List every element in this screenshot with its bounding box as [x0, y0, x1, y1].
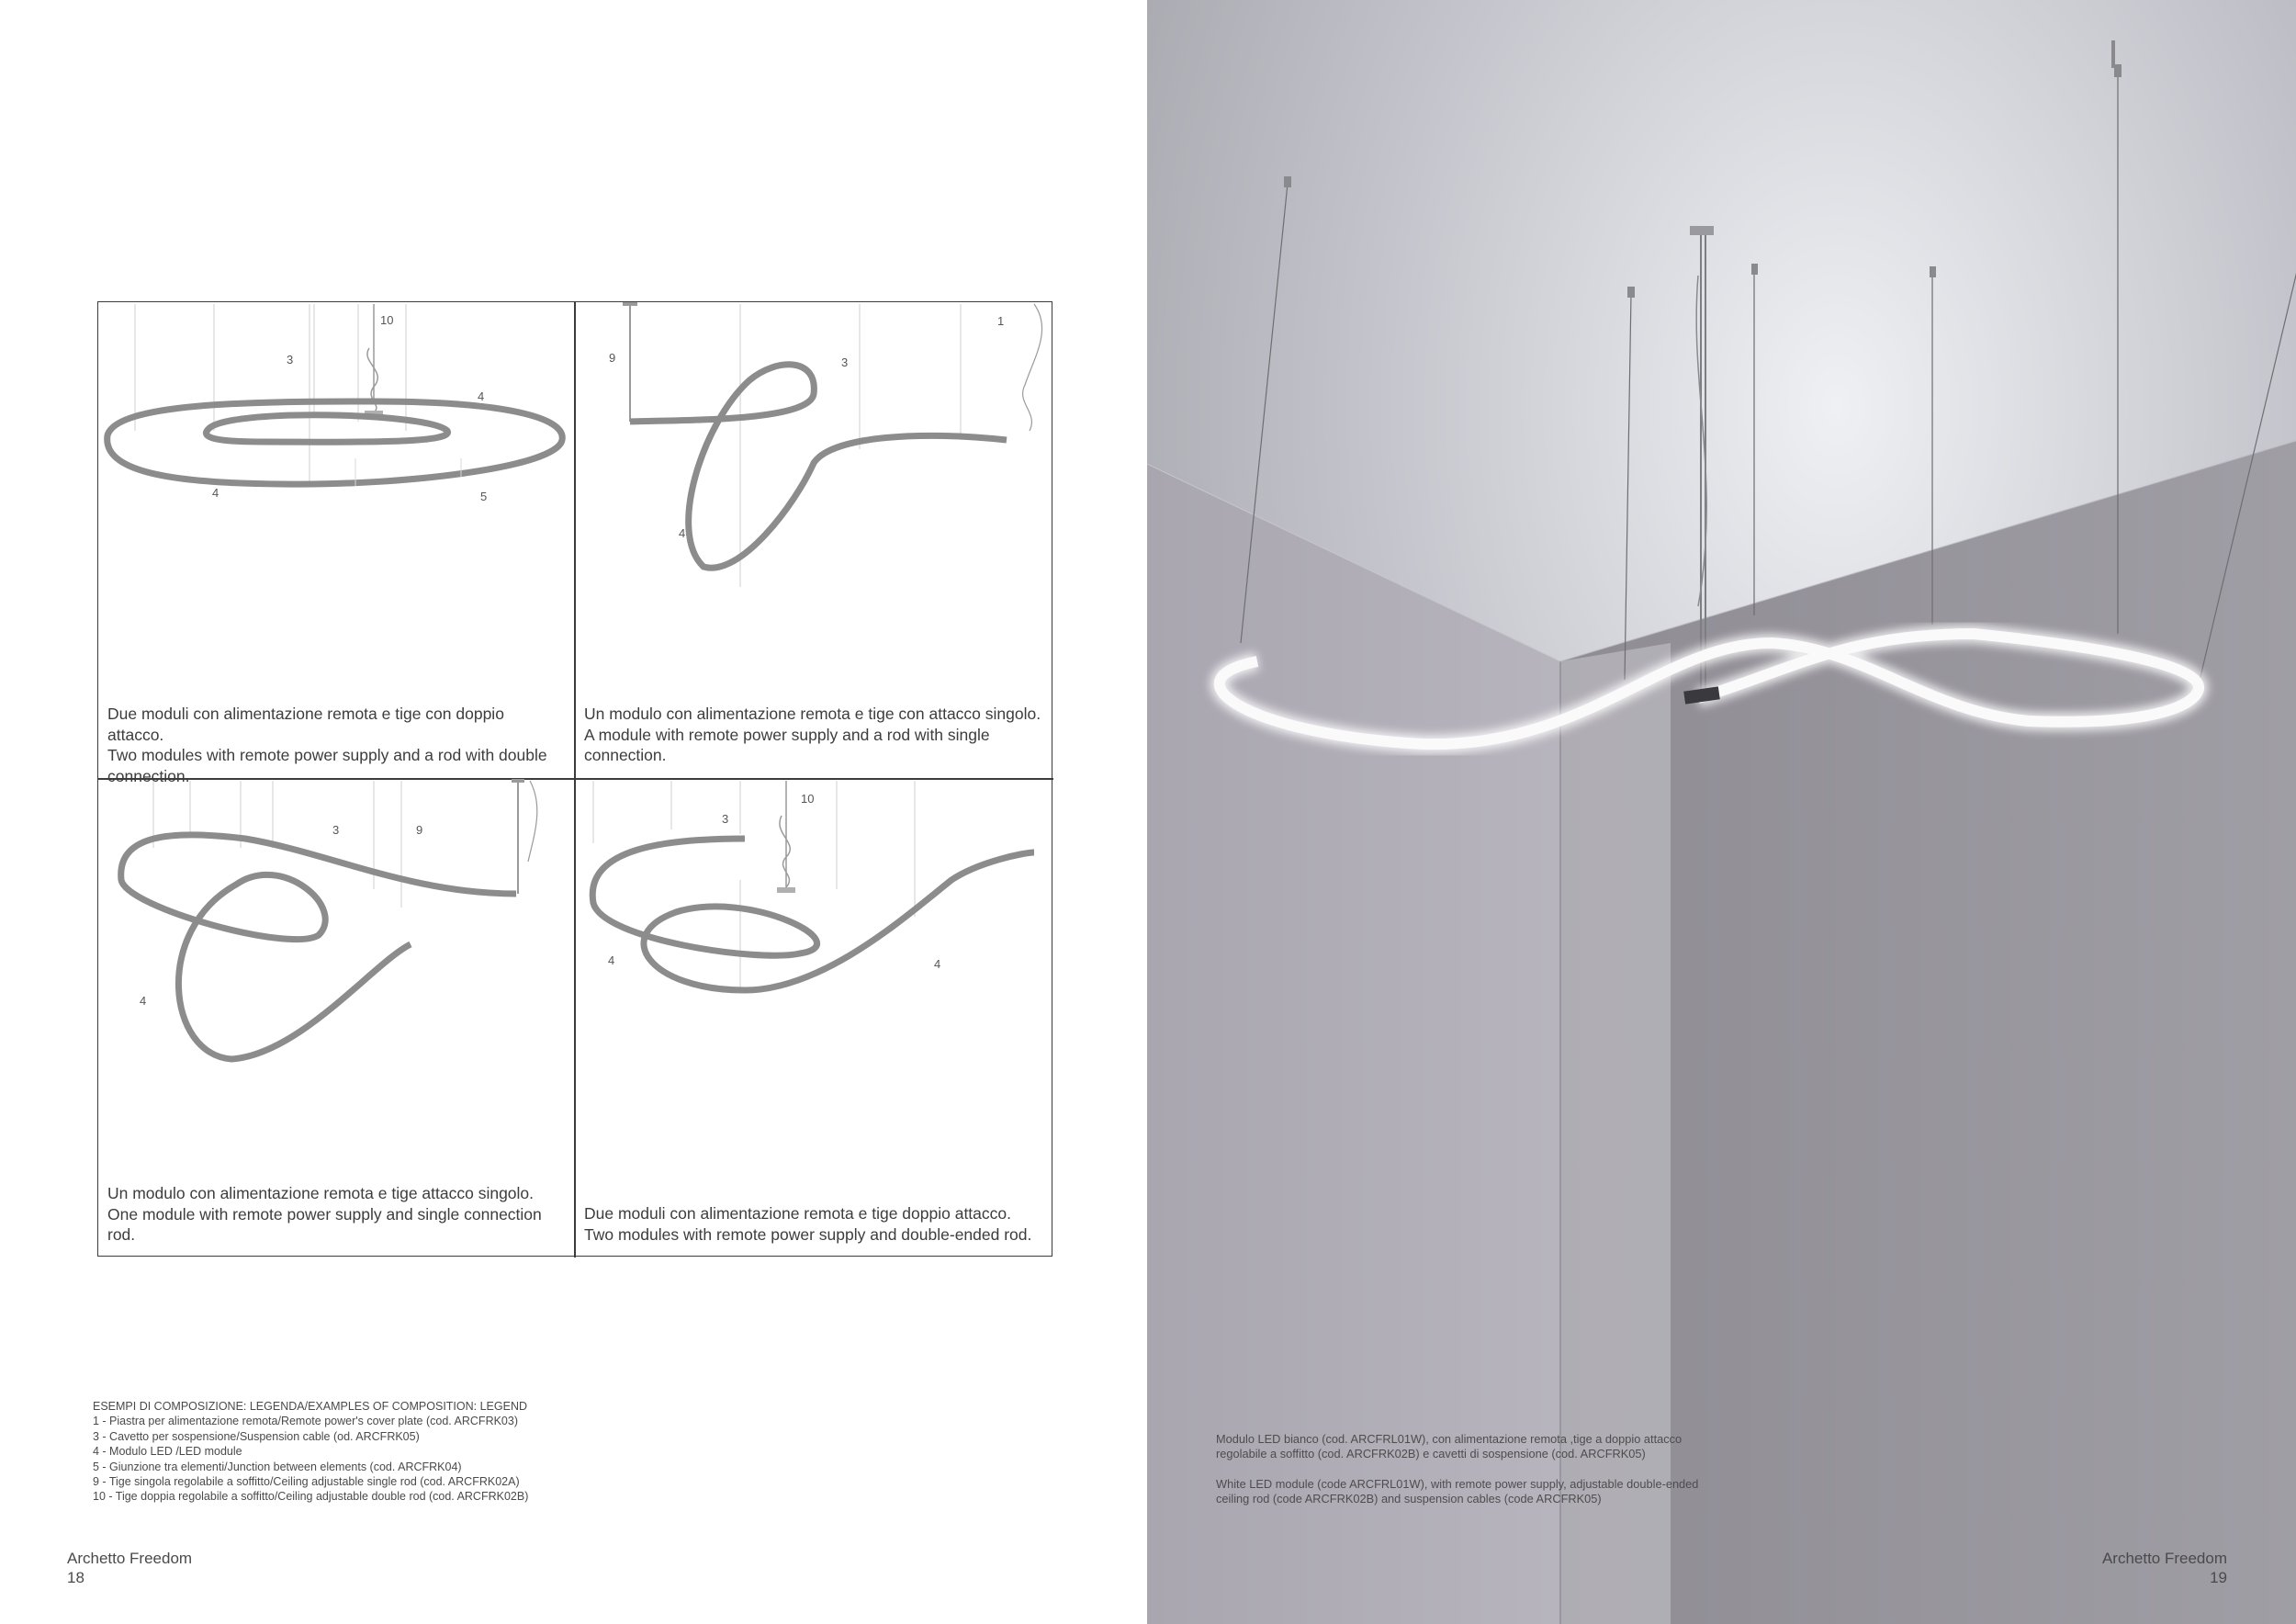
- left-page: [0, 0, 1147, 1624]
- legend-item: 10 - Tige doppia regolabile a soffitto/Ceiling adjustable double rod (cod. ARCFRK02B): [93, 1490, 529, 1504]
- composition-4-caption-en: Two modules with remote power supply and double-ended rod.: [584, 1224, 1032, 1244]
- composition-2-caption-it: Un modulo con alimentazione remota e tige con attacco singolo.: [584, 705, 1041, 723]
- marker-10: 10: [801, 792, 815, 806]
- marker-4: 4: [679, 526, 686, 540]
- composition-4-diagram: [575, 779, 1053, 1257]
- footer-right-title: Archetto Freedom: [2101, 1550, 2227, 1567]
- page-number-left: 18: [67, 1569, 84, 1586]
- page-number-right: 19: [2210, 1569, 2227, 1586]
- marker-3: 3: [722, 812, 729, 826]
- legend-item: 9 - Tige singola regolabile a soffitto/Ceiling adjustable single rod (cod. ARCFRK02A): [93, 1475, 520, 1489]
- legend-item: 5 - Giunzione tra elementi/Junction between elements (cod. ARCFRK04): [93, 1460, 462, 1473]
- legend-item: 3 - Cavetto per sospensione/Suspension cable (od. ARCFRK05): [93, 1429, 420, 1443]
- composition-4-caption-it: Due moduli con alimentazione remota e tige doppio attacco.: [584, 1204, 1011, 1223]
- marker-3: 3: [287, 353, 294, 367]
- legend: [93, 1399, 528, 1505]
- marker-4: 4: [608, 953, 615, 967]
- photo-caption: [1216, 1432, 1730, 1522]
- composition-1-caption-it: Due moduli con alimentazione remota e tige con doppio attacco.: [107, 705, 504, 744]
- legend-item: 1 - Piastra per alimentazione remota/Remote power's cover plate (cod. ARCFRK03): [93, 1415, 519, 1428]
- composition-3-caption-it: Un modulo con alimentazione remota e tige attacco singolo.: [107, 1184, 535, 1202]
- marker-3: 3: [841, 355, 849, 369]
- marker-10: 10: [380, 313, 394, 327]
- marker-4: 4: [140, 994, 147, 1008]
- footer-right: [2102, 1549, 2227, 1587]
- legend-title: ESEMPI DI COMPOSIZIONE: LEGENDA/EXAMPLES OF COMPOSITION: LEGEND: [93, 1400, 528, 1413]
- composition-grid: [97, 301, 1052, 1257]
- marker-9: 9: [416, 823, 423, 837]
- marker-1: 1: [997, 314, 1005, 328]
- composition-4: [575, 779, 1053, 1257]
- composition-3-caption-en: One module with remote power supply and single connection rod.: [107, 1204, 542, 1244]
- composition-3-caption: [107, 1183, 565, 1246]
- legend-item: 4 - Modulo LED /LED module: [93, 1445, 242, 1459]
- marker-4-lower: 4: [212, 486, 219, 500]
- right-page-photo: [1147, 0, 2296, 1624]
- marker-3: 3: [332, 823, 340, 837]
- footer-left-title: Archetto Freedom: [67, 1550, 193, 1567]
- composition-1-caption-en: Two modules with remote power supply and a rod with double connection.: [107, 746, 547, 785]
- composition-1-caption: [107, 704, 565, 786]
- composition-2: [575, 302, 1053, 778]
- footer-left: [67, 1549, 192, 1587]
- composition-4-caption: [584, 1203, 1044, 1245]
- photo-caption-it: Modulo LED bianco (cod. ARCFRL01W), con alimentazione remota ,tige a doppio attacco regolabile a soffitto (cod. ARCFRK02B) e cavetti di sospensione (cod. ARCFRK05): [1216, 1432, 1683, 1461]
- product-photo: [1147, 0, 2296, 1624]
- marker-5: 5: [480, 490, 488, 503]
- composition-3: [98, 779, 574, 1257]
- photo-caption-en: White LED module (code ARCFRL01W), with remote power supply, adjustable double-ended ceiling rod (code ARCFRK02B) and suspension cables (code ARCFRK05): [1216, 1476, 1699, 1506]
- composition-1: [98, 302, 574, 785]
- composition-2-caption: [584, 704, 1044, 766]
- marker-4: 4: [478, 389, 485, 403]
- marker-4-right: 4: [934, 957, 941, 971]
- marker-9: 9: [609, 351, 616, 365]
- composition-2-caption-en: A module with remote power supply and a rod with single connection.: [584, 725, 990, 764]
